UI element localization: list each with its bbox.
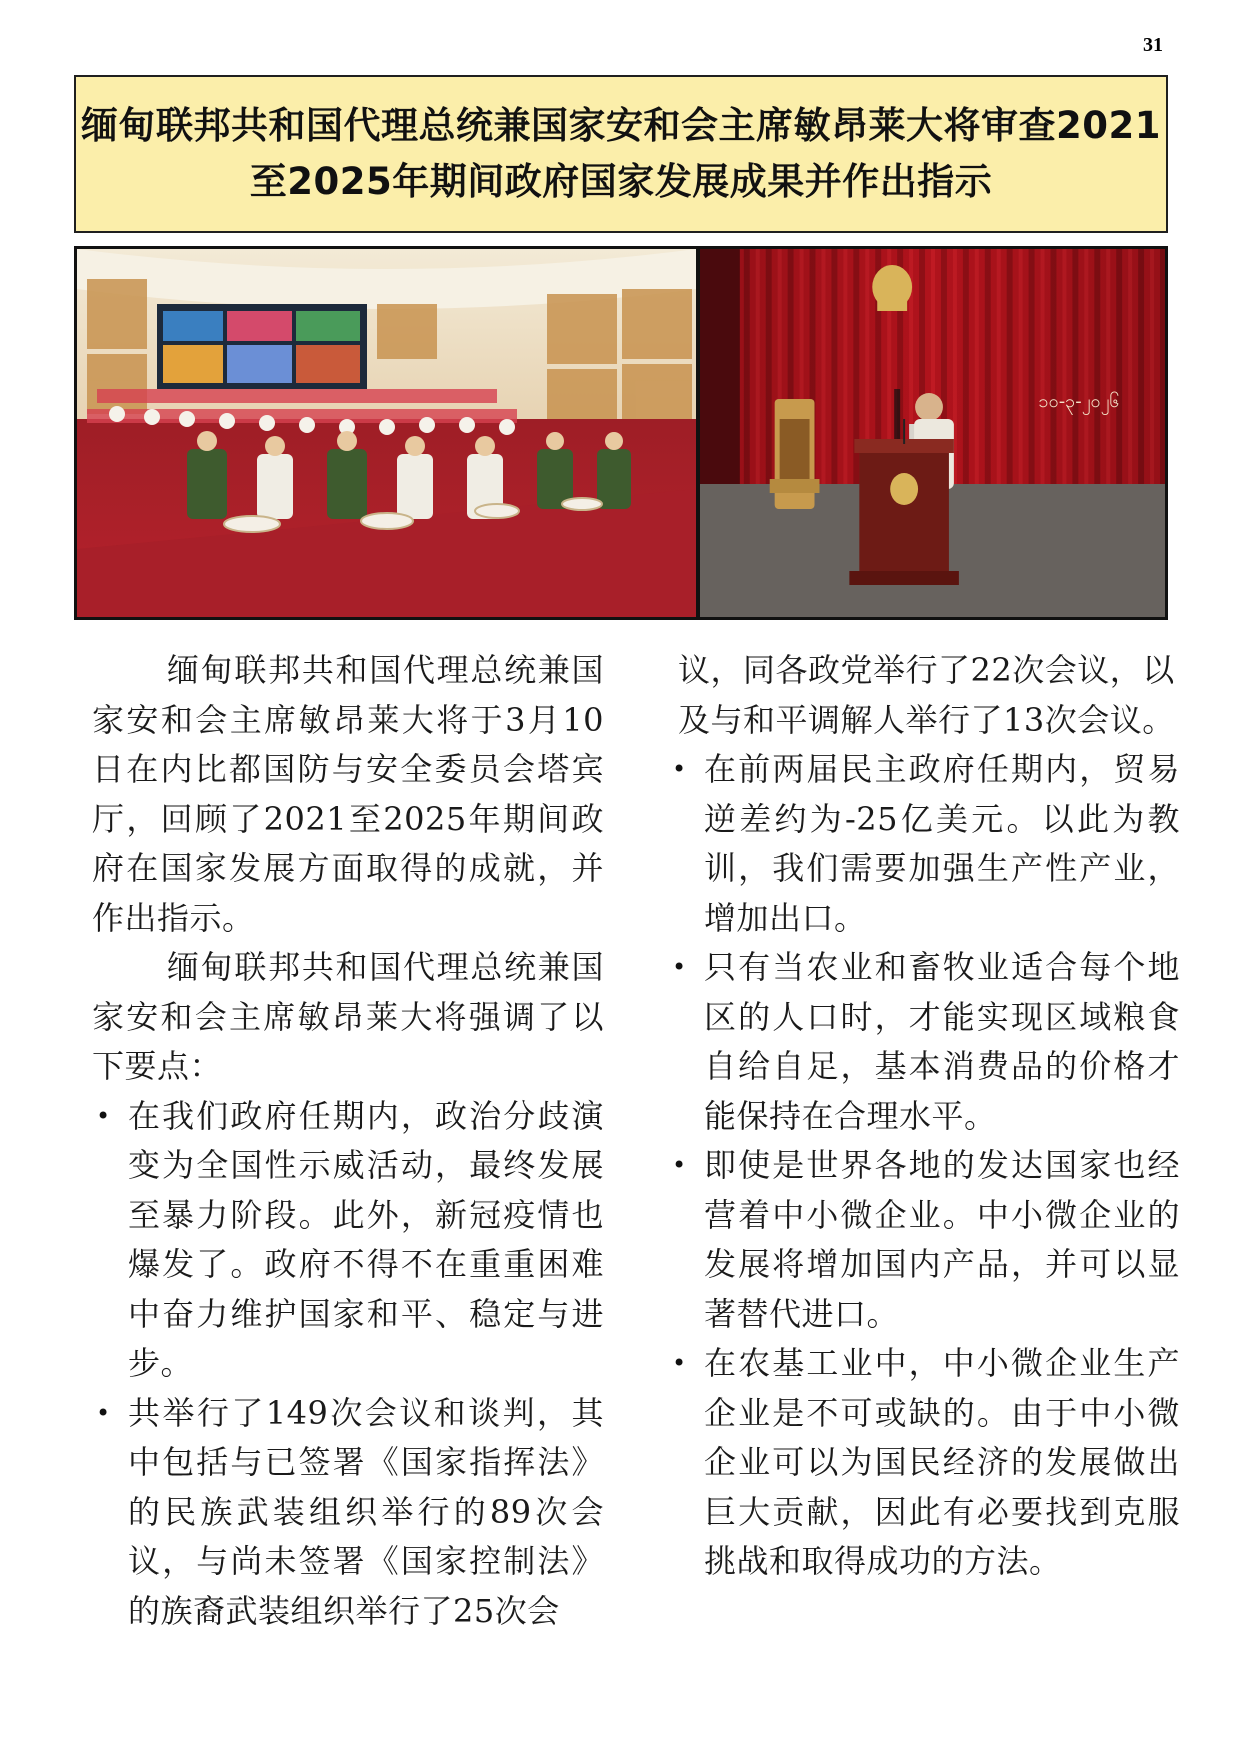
left-column xyxy=(92,646,604,1636)
wall-date-text: ၁၀-၃-၂၀၂၆ xyxy=(1038,390,1120,413)
bullet-list-left xyxy=(92,1092,604,1637)
bullet-list-right xyxy=(668,745,1180,1587)
intro-paragraph-1: 缅甸联邦共和国代理总统兼国家安和会主席敏昂莱大将于3月10日在内比都国防与安全委员会塔宾厅，回顾了2021至2025年期间政府在国家发展方面取得的成就，并作出指示。 xyxy=(92,651,604,937)
bullet-item: • 只有当农业和畜牧业适合每个地区的人口时，才能实现区域粮食自给自足，基本消费品的价格才能保持在合理水平。 xyxy=(668,943,1180,1141)
photo-strip xyxy=(74,246,1168,620)
photo-auditorium-meeting xyxy=(77,249,696,617)
bullet-item: • 在我们政府任期内，政治分歧演变为全国性示威活动，最终发展至暴力阶段。此外，新冠疫情也爆发了。政府不得不在重重困难中奋力维护国家和平、稳定与进步。 xyxy=(92,1092,604,1389)
bullet-item: • 即使是世界各地的发达国家也经营着中小微企业。中小微企业的发展将增加国内产品，并可以显著替代进口。 xyxy=(668,1141,1180,1339)
photo-podium-speech xyxy=(700,249,1165,617)
intro-paragraph-2: 缅甸联邦共和国代理总统兼国家安和会主席敏昂莱大将强调了以下要点： xyxy=(92,948,604,1085)
article-title-box xyxy=(74,75,1168,233)
page-number: 31 xyxy=(1143,34,1163,56)
bullet-item: • 共举行了149次会议和谈判，其中包括与已签署《国家指挥法》的民族武装组织举行的89次会议，与尚未签署《国家控制法》的族裔武装组织举行了25次会 xyxy=(92,1389,604,1637)
bullet-item: • 在农基工业中，中小微企业生产企业是不可或缺的。由于中小微企业可以为国民经济的发展做出巨大贡献，因此有必要找到克服挑战和取得成功的方法。 xyxy=(668,1339,1180,1587)
right-column xyxy=(668,646,1180,1587)
title-line-2: 至2025年期间政府国家发展成果并作出指示 xyxy=(249,160,993,203)
bullet-item: • 在前两届民主政府任期内，贸易逆差约为-25亿美元。以此为教训，我们需要加强生产性产业，增加出口。 xyxy=(668,745,1180,943)
title-line-1: 缅甸联邦共和国代理总统兼国家安和会主席敏昂莱大将审查2021 xyxy=(81,104,1161,147)
continued-paragraph: 议，同各政党举行了22次会议，以及与和平调解人举行了13次会议。 xyxy=(678,651,1175,739)
